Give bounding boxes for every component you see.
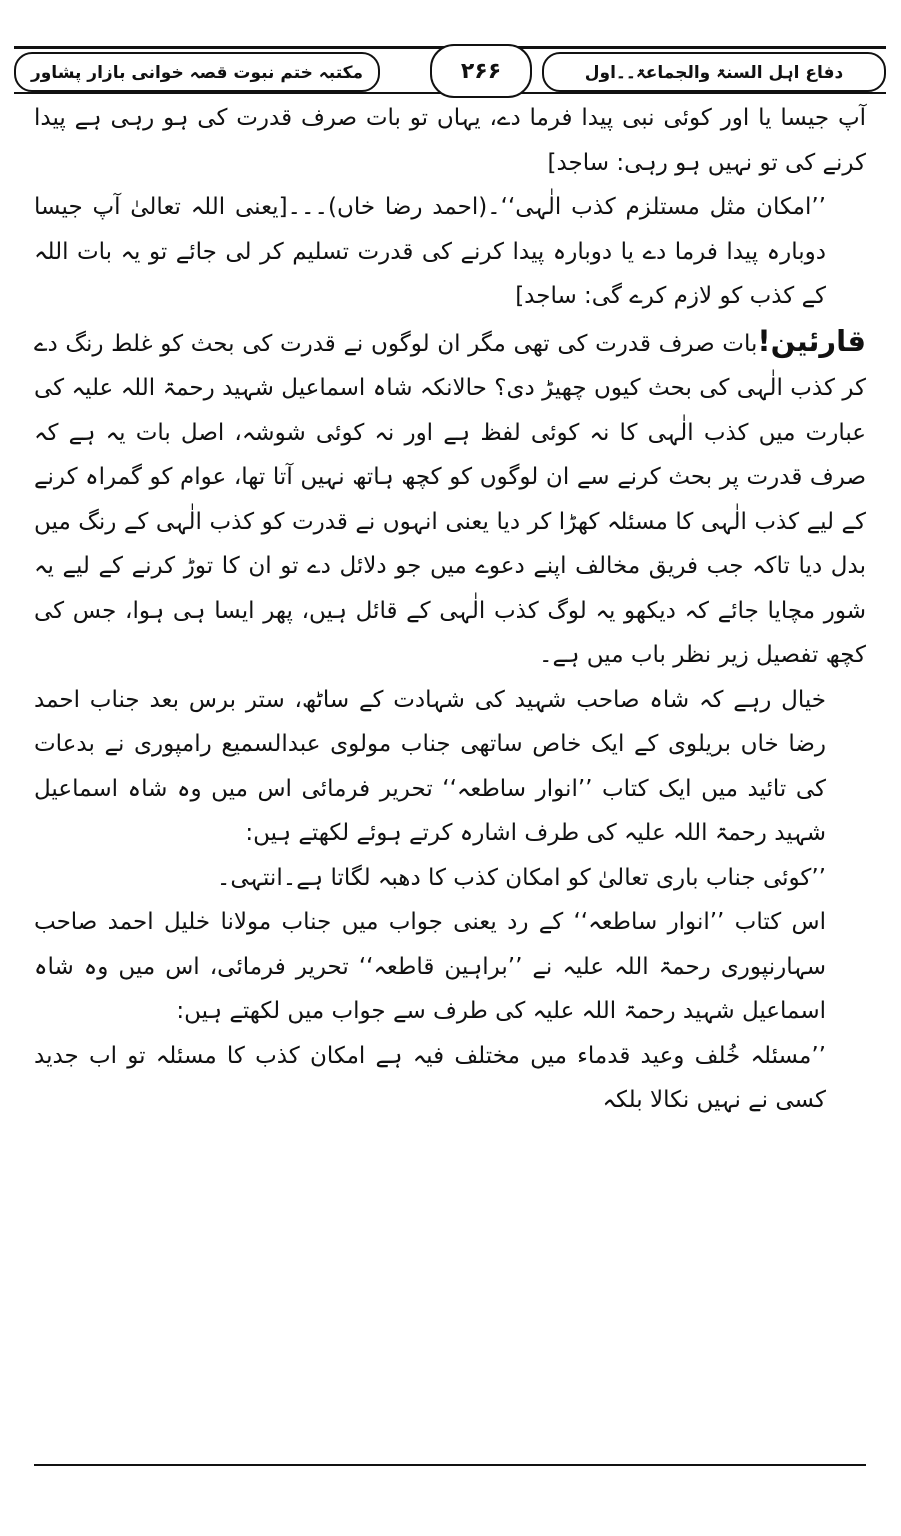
paragraph-4: خیال رہے کہ شاہ صاحب شہید کی شہادت کے ساٹھ، ستر برس بعد جناب احمد رضا خاں بریلوی کے ایک خاص ساتھی جناب مولوی عبدالسمیع رامپوری نے بدعات کی تائید میں ایک کتاب ’’انوار ساطعہ‘‘ تحریر فرمائی اس میں وہ شاہ اسماعیل شہید رحمۃ اللہ علیہ کی طرف اشارہ کرتے ہوئے لکھتے ہیں: — [34, 686, 826, 846]
paragraph-2: ’’امکان مثل مستلزم کذب الٰہی‘‘۔(احمد رضا خاں)۔۔۔[یعنی اللہ تعالیٰ آپ جیسا دوبارہ پیدا فرما دے یا دوبارہ پیدا کرنے کی قدرت تسلیم کر لی جائے تو یہ بات اللہ کے کذب کو لازم کرے گی: ساجد] — [34, 194, 826, 309]
page-body — [34, 96, 866, 1123]
readers-heading: قارئین! — [757, 323, 866, 358]
paragraph-1: آپ جیسا یا اور کوئی نبی پیدا فرما دے، یہاں تو بات صرف قدرت کی ہو رہی ہے پیدا کرنے کی تو نہیں ہو رہی: ساجد] — [34, 105, 866, 176]
paragraph-6: اس کتاب ’’انوار ساطعہ‘‘ کے رد یعنی جواب میں جناب مولانا خلیل احمد صاحب سہارنپوری رحمۃ اللہ علیہ نے ’’براہین قاطعہ‘‘ تحریر فرمائی، اس میں وہ شاہ اسماعیل شہید رحمۃ اللہ علیہ کی طرف سے جواب میں لکھتے ہیں: — [34, 909, 826, 1024]
paragraph-3-text: بات صرف قدرت کی تھی مگر ان لوگوں نے قدرت کی بحث کو غلط رنگ دے کر کذب الٰہی کی بحث کیوں چھیڑ دی؟ حالانکہ شاہ اسماعیل شہید رحمۃ اللہ علیہ کی عبارت میں کذب الٰہی کا نہ کوئی لفظ ہے اور نہ کوئی شوشہ، اصل بات یہ ہے کہ صرف قدرت پر بحث کرنے سے ان لوگوں کو کچھ ہاتھ نہیں آتا تھا، عوام کو گمراہ کرنے کے لیے کذب الٰہی کا مسئلہ کھڑا کر دیا یعنی انہوں نے قدرت کو کذب الٰہی کے رنگ میں بدل دیا تاکہ جب فریق مخالف اپنے دعوے میں جو دلائل دے تو ان کا توڑ کرنے کے لیے یہ شور مچایا جائے کہ دیکھو یہ لوگ کذب الٰہی کے قائل ہیں، پھر ایسا ہی ہوا، جس کی کچھ تفصیل زیر نظر باب میں ہے۔ — [34, 330, 866, 668]
page-number: ۲۶۶ — [430, 44, 532, 98]
paragraph-3 — [34, 319, 866, 678]
publisher-name: مکتبہ ختم نبوت قصہ خوانی بازار پشاور — [14, 52, 380, 92]
quote-1: ’’کوئی جناب باری تعالیٰ کو امکان کذب کا دھبہ لگاتا ہے۔انتہی۔ — [216, 864, 826, 891]
book-title: دفاع اہل السنۃ والجماعۃ۔۔اول — [542, 52, 886, 92]
quote-2: ’’مسئلہ خُلف وعید قدماء میں مختلف فیہ ہے امکان کذب کا مسئلہ تو اب جدید کسی نے نہیں نکالا بلکہ — [34, 1042, 826, 1113]
page-header — [14, 30, 886, 94]
footer-rule — [34, 1464, 866, 1466]
